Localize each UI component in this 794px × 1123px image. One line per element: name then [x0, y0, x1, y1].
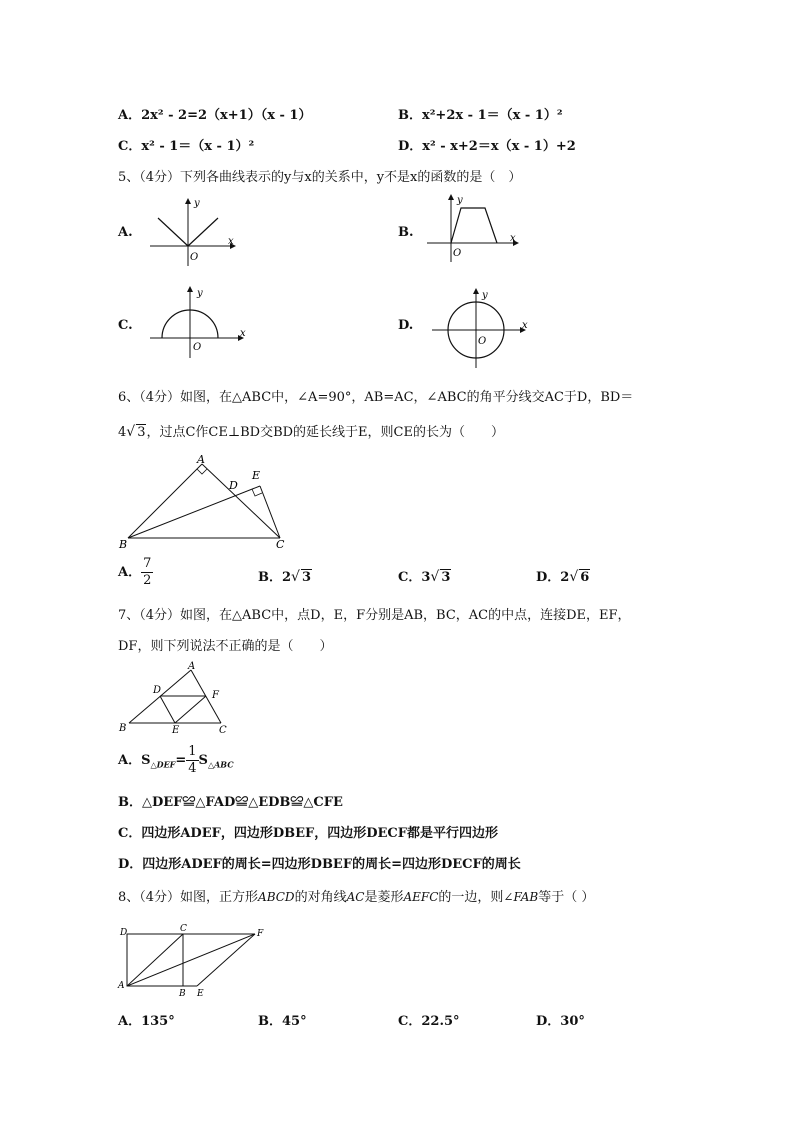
- q5-option-b-label: B.: [398, 225, 414, 240]
- q7-a-s2: S: [198, 753, 208, 768]
- q8-stem-mid1: 的对角线: [294, 890, 347, 905]
- q8-option-b: B．45°: [258, 1014, 307, 1029]
- q6-option-d: D．2√ 6: [536, 569, 590, 585]
- q8-label-b: B: [179, 989, 186, 999]
- q7-a-sub2: △ABC: [207, 759, 234, 770]
- q8-label-a: A: [118, 981, 125, 991]
- q6-coef: 4: [118, 425, 127, 440]
- q6-d-radicand: 6: [580, 570, 590, 585]
- q4-option-c: C．x² - 1＝（x - 1）²: [118, 139, 255, 154]
- q7-option-b: B．△DEF≌△FAD≌△EDB≌△CFE: [118, 795, 343, 810]
- q7-a-sub1: △DEF: [150, 759, 176, 770]
- q8-stem-mid3: 的一边，则: [438, 890, 504, 905]
- q6-stem-line1: 6、（4分）如图，在△ABC中，∠A=90°，AB=AC，∠ABC的角平分线交AC于D，BD＝: [118, 390, 634, 405]
- q6-stem-rest: ，过点C作CE⊥BD交BD的延长线于E，则CE的长为（ ）: [146, 425, 504, 440]
- q7-stem-line1: 7、（4分）如图，在△ABC中，点D，E，F分别是AB，BC，AC的中点，连接DE，EF，: [118, 608, 631, 623]
- q8-angle-name: ∠FAB: [503, 890, 539, 904]
- q7-a-denominator: 4: [188, 761, 197, 776]
- q8-option-c: C．22.5°: [398, 1014, 460, 1029]
- q7-label-f: F: [212, 690, 219, 701]
- q8-diagonal-name: AC: [346, 890, 365, 904]
- q5-graph-d: [430, 286, 534, 370]
- q5c-y-label: y: [197, 288, 203, 299]
- q8-label-c: C: [180, 924, 187, 934]
- q8-option-d: D．30°: [536, 1014, 585, 1029]
- q5-graph-a: [148, 196, 238, 268]
- q8-option-a: A．135°: [118, 1014, 175, 1029]
- q8-label-d: D: [120, 928, 128, 938]
- q8-stem-mid2: 是菱形: [364, 890, 404, 905]
- q8-square-name: ABCD: [258, 890, 295, 904]
- q7-option-d: D．四边形ADEF的周长=四边形DBEF的周长=四边形DECF的周长: [118, 857, 521, 872]
- q5c-origin-label: O: [193, 342, 202, 353]
- q7-option-a: [118, 744, 234, 777]
- q5-option-c-label: C.: [118, 318, 133, 333]
- q4-option-a: A．2x² - 2=2（x+1）（x - 1）: [118, 108, 312, 123]
- q8-label-e: E: [197, 989, 204, 999]
- q7-triangle-figure: [115, 660, 240, 738]
- q6-label-c: C: [276, 538, 285, 551]
- q7-label-a: A: [188, 661, 196, 672]
- q8-square-rhombus-figure: [115, 922, 275, 1000]
- q7-a-eq: =: [175, 753, 187, 768]
- q5b-origin-label: O: [453, 248, 462, 259]
- q6-radicand: 3: [137, 425, 146, 440]
- q6-stem-line2: 4√ 3，过点C作CE⊥BD交BD的延长线于E，则CE的长为（ ）: [118, 424, 504, 440]
- q6-label-e: E: [252, 469, 261, 482]
- q7-a-s1: A．S: [118, 753, 151, 768]
- q5-option-a-label: A.: [118, 225, 133, 240]
- q6-a-denominator: 2: [143, 573, 152, 588]
- q5-option-d-label: D.: [398, 318, 414, 333]
- q7-label-b: B: [119, 723, 127, 734]
- q6-label-d: D: [229, 479, 238, 492]
- q6-option-b: B．2√ 3: [258, 569, 312, 585]
- q5-stem: 5、（4分）下列各曲线表示的y与x的关系中，y不是x的函数的是（ ）: [118, 170, 522, 185]
- q7-label-d: D: [153, 685, 162, 696]
- q5d-y-label: y: [482, 290, 488, 301]
- q6-label-b: B: [119, 538, 128, 551]
- q5-graph-b: [425, 192, 525, 264]
- q5c-x-label: x: [240, 328, 246, 339]
- q8-stem: [118, 886, 594, 905]
- q5d-origin-label: O: [478, 336, 487, 347]
- q5a-origin-label: O: [190, 252, 199, 263]
- q6-a-numerator: 7: [143, 556, 152, 571]
- q5a-x-label: x: [228, 236, 234, 247]
- q8-stem-pre: 8、（4分）如图，正方形: [118, 890, 259, 905]
- q7-stem-line2: DF，则下列说法不正确的是（ ）: [118, 639, 333, 654]
- q5-graph-c: [148, 284, 248, 360]
- q7-label-c: C: [219, 725, 227, 736]
- q8-label-f: F: [257, 929, 264, 939]
- q6-option-c: C．3√ 3: [398, 569, 451, 585]
- q6-option-a-label: A．: [118, 565, 142, 580]
- q6-option-c-label: C．3: [398, 570, 431, 585]
- q6-label-a: A: [197, 453, 205, 466]
- q7-label-e: E: [172, 725, 180, 736]
- q6-c-radicand: 3: [441, 570, 451, 585]
- q6-triangle-figure: [115, 452, 295, 552]
- q5b-y-label: y: [457, 195, 463, 206]
- q6-b-radicand: 3: [301, 570, 312, 585]
- q6-option-a: [118, 556, 153, 589]
- q4-option-d: D．x² - x+2＝x（x - 1）+2: [398, 139, 576, 154]
- q5b-x-label: x: [510, 233, 516, 244]
- q6-option-d-label: D．2: [536, 570, 570, 585]
- q7-option-c: C．四边形ADEF，四边形DBEF，四边形DECF都是平行四边形: [118, 826, 499, 841]
- q4-option-b: B．x²+2x - 1＝（x - 1）²: [398, 108, 563, 123]
- q8-stem-post: 等于（ ）: [538, 890, 595, 905]
- q8-rhombus-name: AEFC: [403, 890, 439, 904]
- q5d-x-label: x: [522, 320, 528, 331]
- q7-a-numerator: 1: [188, 744, 197, 759]
- q6-option-b-label: B．2: [258, 570, 292, 585]
- q5a-y-label: y: [194, 198, 200, 209]
